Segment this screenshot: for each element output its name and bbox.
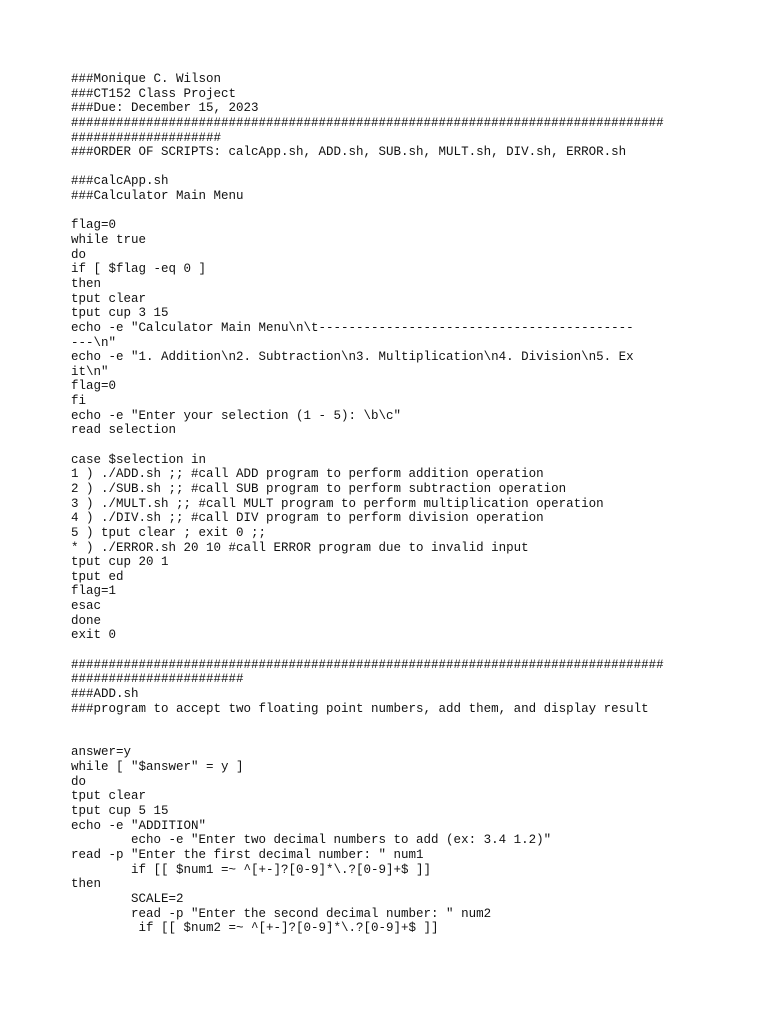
code-line: 4 ) ./DIV.sh ;; #call DIV program to perform division operation — [71, 511, 544, 526]
code-line: 5 ) tput clear ; exit 0 ;; — [71, 525, 267, 540]
code-line: read -p "Enter the second decimal number: " num2 — [71, 906, 492, 921]
code-line: if [ $flag -eq 0 ] — [71, 262, 207, 277]
code-line — [71, 643, 711, 658]
code-line: * ) ./ERROR.sh 20 10 #call ERROR program due to invalid input — [71, 540, 529, 555]
script-listing — [71, 72, 711, 936]
code-line: done — [71, 613, 102, 628]
code-line: flag=0 — [71, 218, 117, 233]
code-line: ###calcApp.sh — [71, 174, 169, 189]
code-line: echo -e "1. Addition\n2. Subtraction\n3. Multiplication\n4. Division\n5. Ex — [71, 350, 634, 365]
code-line: ###program to accept two floating point numbers, add them, and display result — [71, 701, 649, 716]
code-line: ###Due: December 15, 2023 — [71, 101, 259, 116]
code-line: tput ed — [71, 569, 124, 584]
code-line: then — [71, 877, 102, 892]
code-line: tput cup 3 15 — [71, 306, 169, 321]
code-line: do — [71, 247, 87, 262]
code-line: case $selection in — [71, 452, 207, 467]
code-line: 1 ) ./ADD.sh ;; #call ADD program to perform addition operation — [71, 467, 544, 482]
code-line: echo -e "Enter your selection (1 - 5): \b\c" — [71, 408, 402, 423]
code-line: flag=0 — [71, 379, 117, 394]
code-line — [71, 160, 711, 175]
code-line: answer=y — [71, 745, 132, 760]
code-line: ###ORDER OF SCRIPTS: calcApp.sh, ADD.sh, SUB.sh, MULT.sh, DIV.sh, ERROR.sh — [71, 145, 627, 160]
code-line — [71, 716, 711, 731]
code-line: read selection — [71, 423, 177, 438]
code-line: ---\n" — [71, 335, 117, 350]
code-line: ###Monique C. Wilson — [71, 72, 222, 86]
code-line: fi — [71, 394, 87, 409]
code-line: tput cup 20 1 — [71, 555, 169, 570]
code-line: then — [71, 276, 102, 291]
code-line: ############################################################################### — [71, 115, 664, 130]
code-line: echo -e "Enter two decimal numbers to add (ex: 3.4 1.2)" — [71, 833, 552, 848]
code-line: 3 ) ./MULT.sh ;; #call MULT program to perform multiplication operation — [71, 496, 604, 511]
code-line: esac — [71, 599, 102, 614]
code-line: ###ADD.sh — [71, 686, 139, 701]
code-line: tput clear — [71, 291, 147, 306]
code-line: tput clear — [71, 789, 147, 804]
code-line: do — [71, 774, 87, 789]
code-line: ###CT152 Class Project — [71, 86, 237, 101]
code-line: ####################### — [71, 672, 244, 687]
code-line: #################### — [71, 130, 222, 145]
code-line: ############################################################################### — [71, 657, 664, 672]
code-line: while true — [71, 233, 147, 248]
code-line — [71, 438, 711, 453]
code-line: 2 ) ./SUB.sh ;; #call SUB program to perform subtraction operation — [71, 481, 567, 496]
code-line — [71, 731, 711, 746]
code-line: flag=1 — [71, 584, 117, 599]
code-line: read -p "Enter the first decimal number: " num1 — [71, 847, 424, 862]
code-line: if [[ $num1 =~ ^[+-]?[0-9]*\.?[0-9]+$ ]] — [71, 862, 432, 877]
code-line — [71, 204, 711, 219]
code-line: if [[ $num2 =~ ^[+-]?[0-9]*\.?[0-9]+$ ]] — [71, 921, 439, 936]
code-line: tput cup 5 15 — [71, 804, 169, 819]
code-line: echo -e "ADDITION" — [71, 818, 207, 833]
code-line: echo -e "Calculator Main Menu\n\t------------------------------------------ — [71, 320, 634, 335]
code-line: while [ "$answer" = y ] — [71, 760, 244, 775]
code-line: it\n" — [71, 364, 109, 379]
code-line: exit 0 — [71, 628, 117, 643]
code-line: ###Calculator Main Menu — [71, 189, 244, 204]
code-line: SCALE=2 — [71, 891, 184, 906]
